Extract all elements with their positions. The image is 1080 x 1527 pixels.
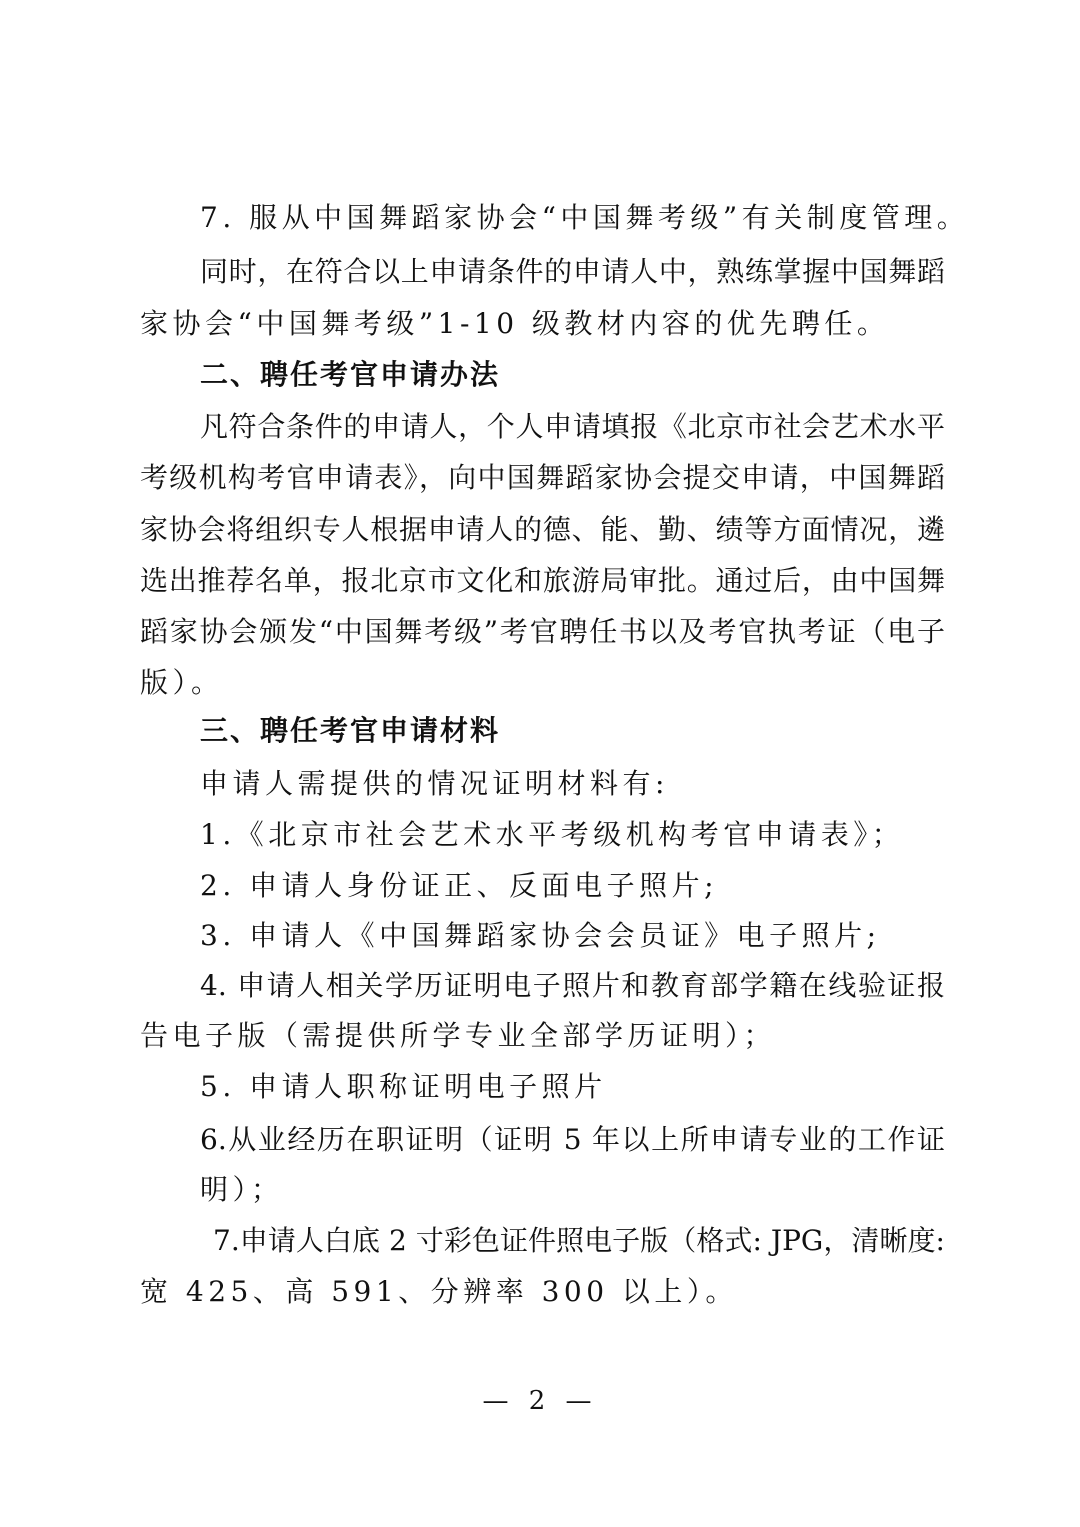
list-item: 6.从业经历在职证明（证明 5 年以上所申请专业的工作证: [200, 1123, 945, 1156]
section-heading: 二、聘任考官申请办法: [200, 358, 501, 391]
page-number: — 2 —: [482, 1386, 598, 1416]
list-item: 5. 申请人职称证明电子照片: [200, 1070, 607, 1103]
list-item: 1.《北京市社会艺术水平考级机构考官申请表》；: [200, 818, 905, 851]
list-item: 3. 申请人《中国舞蹈家协会会员证》电子照片;: [200, 919, 881, 952]
text-line: 选出推荐名单，报北京市文化和旅游局审批。通过后，由中国舞: [140, 564, 945, 597]
list-item: 7.申请人白底 2 寸彩色证件照电子版（格式: JPG，清晰度:: [213, 1224, 945, 1257]
text-line: 同时，在符合以上申请条件的申请人中，熟练掌握中国舞蹈: [200, 255, 945, 288]
text-line: 版）。: [140, 666, 224, 699]
text-line: 申请人需提供的情况证明材料有:: [200, 767, 669, 800]
text-line: 家协会“中国舞考级”1-10 级教材内容的优先聘任。: [140, 307, 890, 340]
text-line: 蹈家协会颁发“中国舞考级”考官聘任书以及考官执考证（电子: [140, 615, 945, 648]
list-item: 4. 申请人相关学历证明电子照片和教育部学籍在线验证报: [200, 969, 945, 1002]
text-line: 考级机构考官申请表》，向中国舞蹈家协会提交申请，中国舞蹈: [140, 461, 945, 494]
list-item: 2. 申请人身份证正、反面电子照片;: [200, 869, 719, 902]
text-line: 7. 服从中国舞蹈家协会“中国舞考级”有关制度管理。: [200, 201, 970, 234]
text-line: 宽 425、高 591、分辨率 300 以上）。: [140, 1275, 738, 1308]
text-line: 凡符合条件的申请人，个人申请填报《北京市社会艺术水平: [200, 410, 945, 443]
text-line: 告电子版（需提供所学专业全部学历证明）；: [140, 1019, 777, 1052]
text-line: 家协会将组织专人根据申请人的德、能、勤、绩等方面情况，遴: [140, 513, 945, 546]
text-line: 明）；: [200, 1173, 284, 1206]
section-heading: 三、聘任考官申请材料: [200, 714, 501, 747]
